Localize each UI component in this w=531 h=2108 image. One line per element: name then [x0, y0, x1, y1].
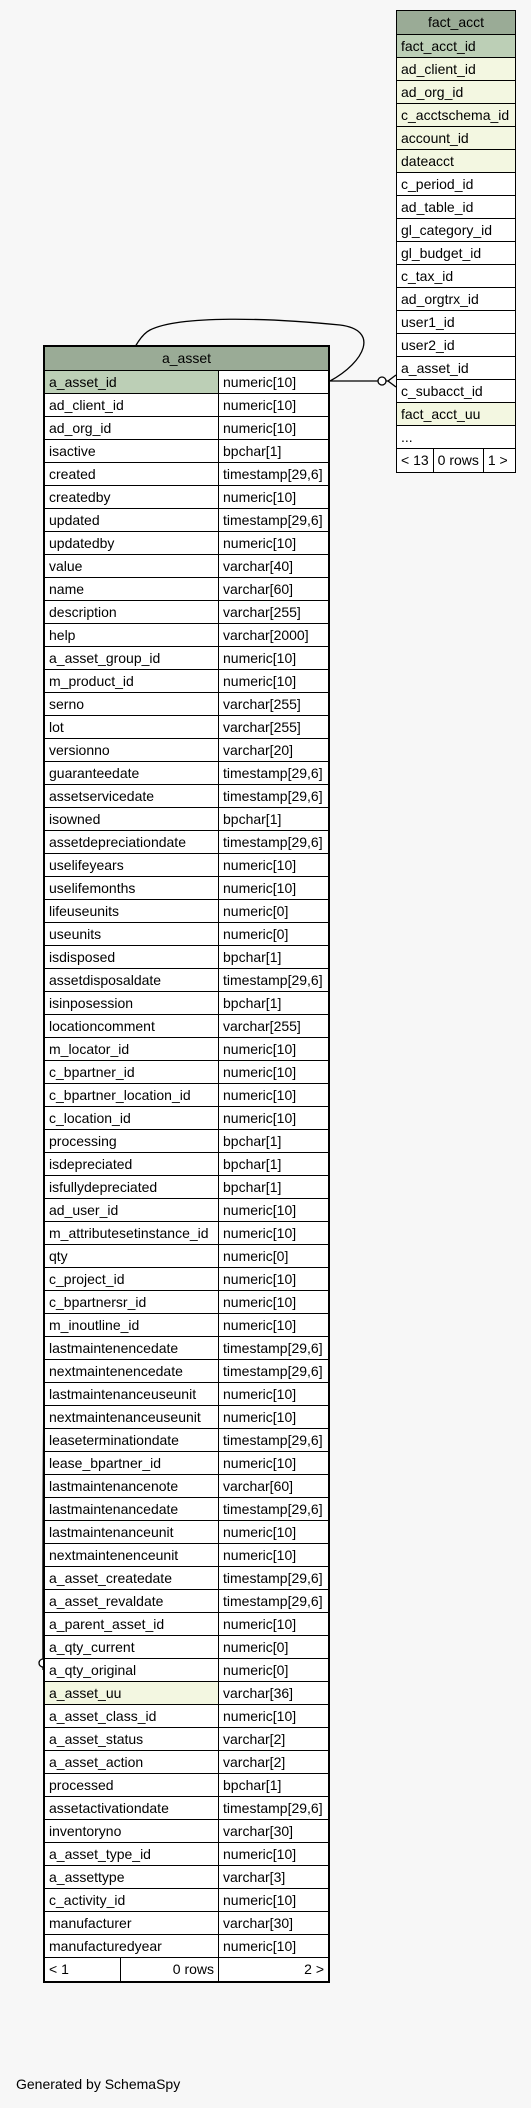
column-row[interactable] [45, 1084, 328, 1107]
column-row[interactable] [45, 739, 328, 762]
column-name: serno [45, 693, 219, 715]
column-name: lastmaintenancenote [45, 1475, 219, 1497]
column-row[interactable] [45, 1705, 328, 1728]
column-name: description [45, 601, 219, 623]
column-type: numeric[10] [223, 1041, 297, 1057]
column-type: bpchar[1] [223, 443, 282, 459]
column-name: m_inoutline_id [45, 1314, 219, 1336]
column-type: numeric[10] [223, 1202, 297, 1218]
column-name: m_attributesetinstance_id [45, 1222, 219, 1244]
column-row[interactable] [45, 440, 328, 463]
column-row[interactable] [45, 877, 328, 900]
column-name: a_asset_action [45, 1751, 219, 1773]
column-type: varchar[255] [223, 604, 301, 620]
column-name: lastmaintenancedate [45, 1498, 219, 1520]
column-row[interactable] [45, 1429, 328, 1452]
column-name: m_product_id [45, 670, 219, 692]
column-row[interactable] [45, 900, 328, 923]
column-type: timestamp[29,6] [223, 512, 323, 528]
column-name: inventoryno [45, 1820, 219, 1842]
column-row[interactable] [45, 923, 328, 946]
column-type: numeric[10] [223, 1294, 297, 1310]
column-type: timestamp[29,6] [223, 1363, 323, 1379]
column-type: timestamp[29,6] [223, 1593, 323, 1609]
column-name: ad_orgtrx_id [401, 291, 479, 307]
column-name: a_qty_current [45, 1636, 219, 1658]
column-type: timestamp[29,6] [223, 1501, 323, 1517]
column-row[interactable] [45, 1521, 328, 1544]
column-type: numeric[10] [223, 1524, 297, 1540]
column-type: numeric[0] [223, 1248, 289, 1264]
column-row[interactable] [45, 509, 328, 532]
column-name: qty [45, 1245, 219, 1267]
column-name: user2_id [401, 337, 455, 353]
column-type: bpchar[1] [223, 949, 282, 965]
column-row[interactable] [397, 127, 515, 150]
column-type: varchar[255] [223, 1018, 301, 1034]
column-row[interactable] [397, 380, 515, 403]
column-name: guaranteedate [45, 762, 219, 784]
column-row[interactable] [45, 808, 328, 831]
column-type: bpchar[1] [223, 1133, 282, 1149]
column-row[interactable] [397, 173, 515, 196]
column-type: timestamp[29,6] [223, 1340, 323, 1356]
column-name: user1_id [401, 314, 455, 330]
column-type: timestamp[29,6] [223, 765, 323, 781]
column-row[interactable] [45, 1659, 328, 1682]
column-row[interactable] [45, 624, 328, 647]
column-row[interactable] [45, 693, 328, 716]
column-row[interactable] [45, 1567, 328, 1590]
column-name: lastmaintenanceuseunit [45, 1383, 219, 1405]
column-row[interactable] [45, 1061, 328, 1084]
column-name: a_asset_type_id [45, 1843, 219, 1865]
column-type: varchar[60] [223, 1478, 294, 1494]
column-name: assetdepreciationdate [45, 831, 219, 853]
column-name: c_tax_id [401, 268, 454, 284]
column-name: isactive [45, 440, 219, 462]
column-name: manufacturedyear [45, 1935, 219, 1957]
column-row[interactable] [45, 969, 328, 992]
column-row[interactable] [45, 1728, 328, 1751]
column-row[interactable] [45, 371, 328, 394]
column-name: createdby [45, 486, 219, 508]
column-type: timestamp[29,6] [223, 1432, 323, 1448]
column-row[interactable] [45, 1314, 328, 1337]
column-row[interactable] [45, 1107, 328, 1130]
column-row[interactable] [45, 831, 328, 854]
column-row[interactable] [45, 1383, 328, 1406]
table-footer [45, 1958, 328, 1981]
column-row[interactable] [397, 311, 515, 334]
column-type: numeric[10] [223, 1892, 297, 1908]
column-row[interactable] [45, 1889, 328, 1912]
column-row[interactable] [45, 1935, 328, 1958]
column-type: numeric[10] [223, 857, 297, 873]
column-type: timestamp[29,6] [223, 834, 323, 850]
column-type: bpchar[1] [223, 1179, 282, 1195]
column-name: ... [401, 429, 413, 445]
column-name: locationcomment [45, 1015, 219, 1037]
column-row[interactable] [397, 265, 515, 288]
column-type: numeric[10] [223, 1087, 297, 1103]
column-row[interactable] [45, 1912, 328, 1935]
column-type: numeric[10] [223, 397, 297, 413]
column-row[interactable] [45, 1245, 328, 1268]
column-row[interactable] [45, 1636, 328, 1659]
column-row[interactable] [45, 647, 328, 670]
column-type: numeric[10] [223, 1386, 297, 1402]
column-name: fact_acct_uu [401, 406, 481, 422]
column-row[interactable] [45, 532, 328, 555]
column-row[interactable] [45, 1153, 328, 1176]
column-row[interactable] [397, 150, 515, 173]
column-name: a_parent_asset_id [45, 1613, 219, 1635]
column-row[interactable] [45, 785, 328, 808]
column-name: leaseterminationdate [45, 1429, 219, 1451]
zero-many-marker [378, 377, 386, 385]
column-type: bpchar[1] [223, 1777, 282, 1793]
column-name: a_asset_class_id [45, 1705, 219, 1727]
generated-by-label: Generated by SchemaSpy [16, 2076, 181, 2092]
column-name: manufacturer [45, 1912, 219, 1934]
column-name: a_assettype [45, 1866, 219, 1888]
column-name: a_asset_uu [45, 1682, 219, 1704]
column-type: numeric[10] [223, 880, 297, 896]
column-row[interactable] [45, 716, 328, 739]
column-name: ad_table_id [401, 199, 474, 215]
column-row[interactable] [45, 1682, 328, 1705]
footer-next-link: 1 > [487, 452, 508, 468]
column-type: timestamp[29,6] [223, 1800, 323, 1816]
column-type: numeric[10] [223, 1225, 297, 1241]
column-name: updatedby [45, 532, 219, 554]
column-row[interactable] [45, 1774, 328, 1797]
column-row[interactable] [397, 58, 515, 81]
column-type: numeric[10] [223, 1846, 297, 1862]
column-row[interactable] [45, 394, 328, 417]
column-row[interactable] [45, 1268, 328, 1291]
column-name: ad_user_id [45, 1199, 219, 1221]
column-row[interactable] [45, 1360, 328, 1383]
column-type: numeric[10] [223, 650, 297, 666]
column-name: assetactivationdate [45, 1797, 219, 1819]
column-type: numeric[10] [219, 371, 328, 393]
column-name: useunits [45, 923, 219, 945]
column-type: numeric[0] [223, 903, 289, 919]
column-type: varchar[255] [223, 696, 301, 712]
column-name: ad_client_id [401, 61, 476, 77]
column-type: varchar[2] [223, 1731, 286, 1747]
column-type: varchar[2] [223, 1754, 286, 1770]
column-name: m_locator_id [45, 1038, 219, 1060]
column-row[interactable] [45, 854, 328, 877]
column-row[interactable] [397, 357, 515, 380]
column-name: a_asset_id [45, 371, 219, 393]
column-type: numeric[10] [223, 1064, 297, 1080]
column-name: c_period_id [401, 176, 474, 192]
column-type: varchar[255] [223, 719, 301, 735]
column-name: gl_category_id [401, 222, 493, 238]
column-row[interactable] [45, 417, 328, 440]
column-type: numeric[10] [223, 1317, 297, 1333]
column-type: varchar[2000] [223, 627, 309, 643]
column-row[interactable] [45, 1751, 328, 1774]
column-name: a_asset_id [401, 360, 469, 376]
column-row[interactable] [45, 1176, 328, 1199]
footer-row-count: 0 rows [434, 449, 484, 472]
table-title: a_asset [45, 347, 328, 371]
column-row[interactable] [45, 1291, 328, 1314]
column-type: numeric[10] [223, 420, 297, 436]
column-type: bpchar[1] [223, 1156, 282, 1172]
column-name: ad_org_id [45, 417, 219, 439]
column-row[interactable] [397, 288, 515, 311]
column-type: timestamp[29,6] [223, 972, 323, 988]
crowfoot-marker [388, 375, 396, 387]
column-row[interactable] [45, 601, 328, 624]
column-type: numeric[10] [223, 1547, 297, 1563]
column-type: timestamp[29,6] [223, 788, 323, 804]
column-type: varchar[20] [223, 742, 294, 758]
column-row[interactable] [45, 1199, 328, 1222]
column-name: a_asset_createdate [45, 1567, 219, 1589]
column-name: dateacct [401, 153, 454, 169]
footer-row-count: 0 rows [121, 1958, 219, 1981]
column-type: numeric[10] [223, 489, 297, 505]
column-row[interactable] [397, 403, 515, 426]
column-row[interactable] [397, 196, 515, 219]
column-type: varchar[30] [223, 1823, 294, 1839]
column-type: numeric[10] [223, 1409, 297, 1425]
column-row[interactable] [45, 992, 328, 1015]
column-name: a_asset_status [45, 1728, 219, 1750]
column-type: numeric[0] [223, 926, 289, 942]
column-name: assetservicedate [45, 785, 219, 807]
column-name: c_bpartner_id [45, 1061, 219, 1083]
column-type: numeric[10] [223, 1616, 297, 1632]
column-name: processed [45, 1774, 219, 1796]
column-row[interactable] [45, 1475, 328, 1498]
column-row[interactable] [397, 35, 515, 58]
column-row[interactable] [45, 1613, 328, 1636]
column-name: c_acctschema_id [401, 107, 510, 123]
column-name: uselifemonths [45, 877, 219, 899]
column-name: created [45, 463, 219, 485]
table-title: fact_acct [397, 11, 515, 35]
column-type: numeric[10] [223, 1938, 297, 1954]
column-name: assetdisposaldate [45, 969, 219, 991]
column-name: ad_client_id [45, 394, 219, 416]
column-row[interactable] [45, 1015, 328, 1038]
column-name: c_bpartner_location_id [45, 1084, 219, 1106]
table-fact-acct[interactable] [396, 10, 516, 473]
column-name: gl_budget_id [401, 245, 482, 261]
column-row[interactable] [397, 104, 515, 127]
column-name: c_bpartnersr_id [45, 1291, 219, 1313]
column-row[interactable] [397, 81, 515, 104]
column-name: a_asset_revaldate [45, 1590, 219, 1612]
column-row[interactable] [45, 1130, 328, 1153]
column-row[interactable] [45, 1797, 328, 1820]
column-row[interactable] [45, 946, 328, 969]
column-row[interactable] [45, 486, 328, 509]
column-row[interactable] [45, 1038, 328, 1061]
column-row[interactable] [397, 219, 515, 242]
column-row[interactable] [45, 1222, 328, 1245]
column-name: nextmaintenencedate [45, 1360, 219, 1382]
column-row[interactable] [45, 670, 328, 693]
column-row[interactable] [45, 1820, 328, 1843]
column-name: lastmaintenencedate [45, 1337, 219, 1359]
column-name: processing [45, 1130, 219, 1152]
column-name: c_subacct_id [401, 383, 483, 399]
column-name: name [45, 578, 219, 600]
column-type: numeric[10] [223, 1708, 297, 1724]
table-footer [397, 449, 515, 472]
footer-prev-link: < 13 [397, 449, 434, 472]
column-name: isowned [45, 808, 219, 830]
column-row[interactable] [45, 578, 328, 601]
column-name: versionno [45, 739, 219, 761]
column-name: nextmaintenanceuseunit [45, 1406, 219, 1428]
column-name: c_activity_id [45, 1889, 219, 1911]
column-name: help [45, 624, 219, 646]
column-row[interactable] [45, 1590, 328, 1613]
column-type: bpchar[1] [223, 995, 282, 1011]
column-type: numeric[0] [223, 1639, 289, 1655]
column-type: numeric[10] [223, 535, 297, 551]
column-row[interactable] [45, 1406, 328, 1429]
column-row[interactable] [45, 1452, 328, 1475]
column-type: numeric[0] [223, 1662, 289, 1678]
column-name: isinposession [45, 992, 219, 1014]
column-name: lease_bpartner_id [45, 1452, 219, 1474]
column-name: nextmaintenenceunit [45, 1544, 219, 1566]
column-name: value [45, 555, 219, 577]
column-type: numeric[10] [223, 1110, 297, 1126]
column-type: varchar[30] [223, 1915, 294, 1931]
column-name: c_project_id [45, 1268, 219, 1290]
column-name: fact_acct_id [401, 38, 476, 54]
column-type: varchar[36] [219, 1682, 328, 1704]
footer-prev-link: < 1 [45, 1958, 121, 1981]
column-type: varchar[40] [223, 558, 294, 574]
column-type: numeric[10] [223, 673, 297, 689]
column-name: lastmaintenanceunit [45, 1521, 219, 1543]
column-row[interactable] [45, 1337, 328, 1360]
column-name: account_id [401, 130, 469, 146]
column-name: isdisposed [45, 946, 219, 968]
column-name: isfullydepreciated [45, 1176, 219, 1198]
column-name: a_asset_group_id [45, 647, 219, 669]
column-row[interactable] [45, 555, 328, 578]
column-name: ad_org_id [401, 84, 464, 100]
column-type: bpchar[1] [223, 811, 282, 827]
column-name: lot [45, 716, 219, 738]
column-type: varchar[3] [223, 1869, 286, 1885]
column-type: varchar[60] [223, 581, 294, 597]
column-row[interactable] [45, 1544, 328, 1567]
column-row[interactable] [45, 463, 328, 486]
column-row[interactable] [45, 1843, 328, 1866]
table-a-asset[interactable] [43, 345, 330, 1983]
column-row[interactable] [397, 426, 515, 449]
column-name: lifeuseunits [45, 900, 219, 922]
column-type: numeric[10] [223, 1271, 297, 1287]
column-name: c_location_id [45, 1107, 219, 1129]
column-name: updated [45, 509, 219, 531]
column-row[interactable] [397, 242, 515, 265]
column-type: numeric[10] [223, 1455, 297, 1471]
column-type: timestamp[29,6] [223, 466, 323, 482]
column-row[interactable] [45, 762, 328, 785]
column-row[interactable] [45, 1498, 328, 1521]
column-row[interactable] [397, 334, 515, 357]
column-name: uselifeyears [45, 854, 219, 876]
column-row[interactable] [45, 1866, 328, 1889]
column-type: timestamp[29,6] [223, 1570, 323, 1586]
column-name: isdepreciated [45, 1153, 219, 1175]
column-name: a_qty_original [45, 1659, 219, 1681]
footer-next-link: 2 > [304, 1961, 324, 1977]
